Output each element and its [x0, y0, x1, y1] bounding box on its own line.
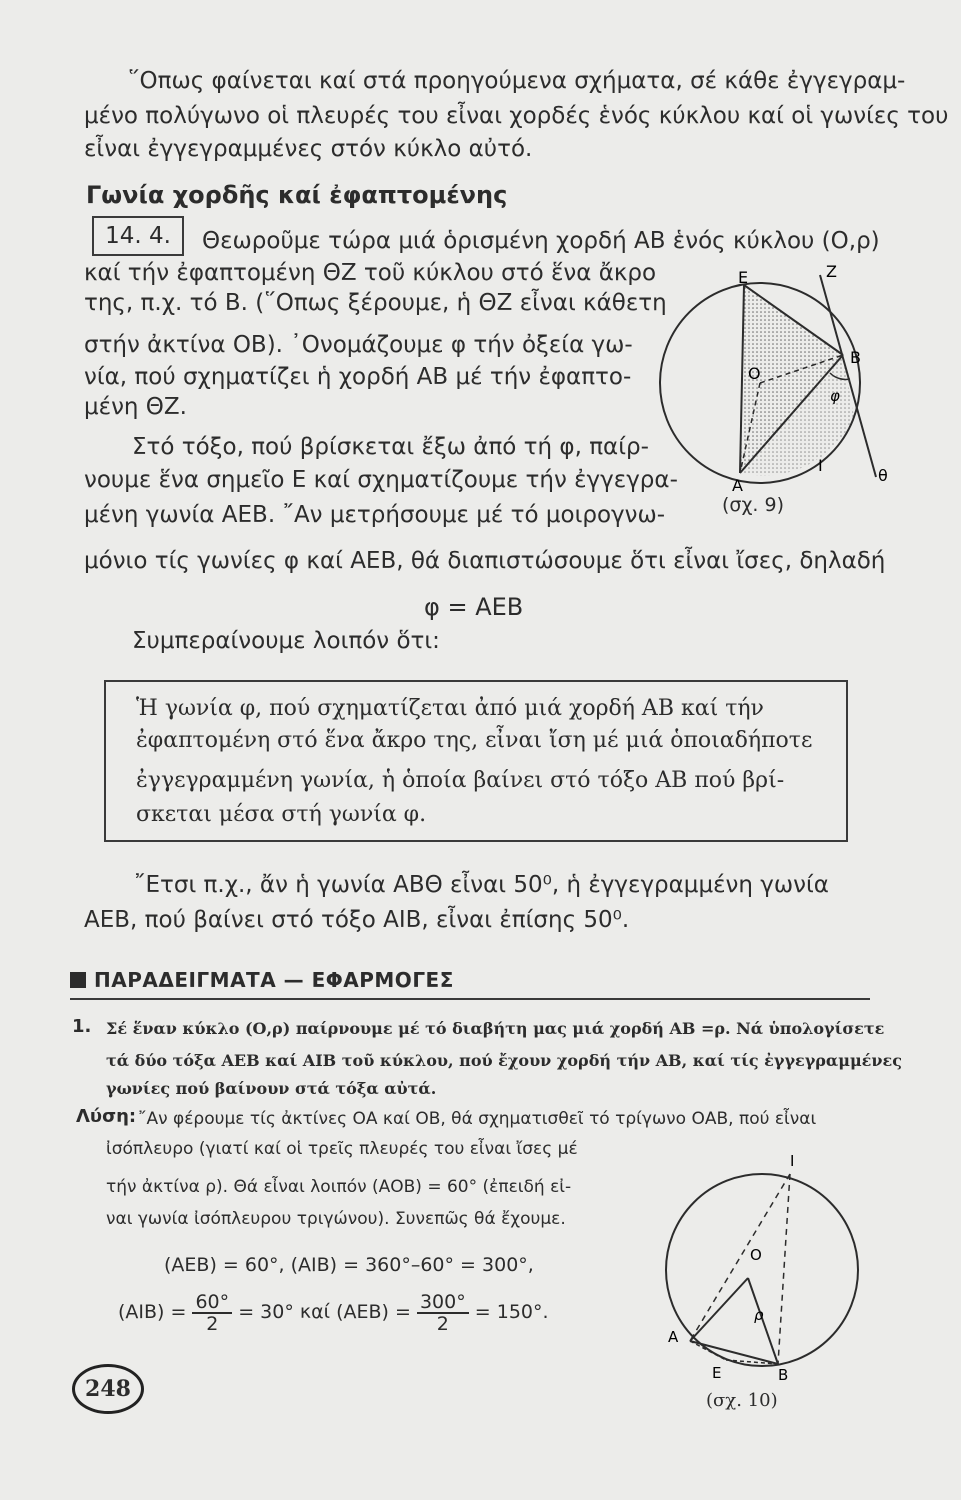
equation-phi-aeb: φ = ΑΕΒ — [424, 593, 524, 621]
figure-10-diagram — [650, 1150, 890, 1390]
solution-line-4: ναι γωνία ἰσόπλευρου τριγώνου). Συνεπῶς θά ἔχουμε. — [106, 1209, 566, 1229]
fig10-label-i: Ι — [790, 1152, 795, 1170]
page-number: 248 — [72, 1364, 144, 1414]
solution-line-3: τήν ἀκτίνα ρ). Θά εἶναι λοιπόν (ΑΟΒ) = 60° (ἐπειδή εἰ- — [106, 1177, 572, 1197]
solution-line-2: ἰσόπλευρο (γιατί καί οἱ τρεῖς πλευρές του εἶναι ἴσες μέ — [106, 1139, 578, 1159]
intro-line-1: ῞Οπως φαίνεται καί στά προηγούμενα σχήματα, σέ κάθε ἐγγεγραμ- — [128, 68, 906, 94]
problem-line-3: γωνίες πού βαίνουν στά τόξα αὐτά. — [106, 1079, 437, 1098]
solution-equation-2: (ΑΙΒ) = $\frac{60^\circ}{2}$ = 30° καί (ΑΕΒ) = $\frac{300^\circ}{2}$ = 150°. — [118, 1290, 549, 1335]
fig10-label-rho: ρ — [754, 1306, 764, 1324]
solution-line-1: ῎Αν φέρουμε τίς ἀκτίνες ΟΑ καί ΟΒ, θά σχηματισθεῖ τό τρίγωνο ΟΑΒ, πού εἶναι — [138, 1109, 817, 1129]
fig9-label-b: Β — [850, 348, 861, 367]
figure-9-diagram — [640, 255, 900, 515]
theorem-line-4: σκεται μέσα στή γωνία φ. — [136, 802, 427, 827]
example-line-2: ΑΕΒ, πού βαίνει στό τόξο ΑΙΒ, εἶναι ἐπίσης 50⁰. — [84, 907, 630, 933]
theorem-line-1: Ἡ γωνία φ, πού σχηματίζεται ἀπό μιά χορδή ΑΒ καί τήν — [136, 696, 764, 721]
solution-equation-1: (ΑΕΒ) = 60°, (ΑΙΒ) = 360°–60° = 300°, — [164, 1254, 534, 1276]
fig9-label-o: Ο — [748, 364, 761, 383]
fig9-label-e: Ε — [738, 268, 749, 287]
p144-line-3: της, π.χ. τό Β. (῞Οπως ξέρουμε, ἡ ΘΖ εἶναι κάθετη — [84, 290, 667, 316]
section-marker-square — [70, 972, 86, 988]
p144-line-6: μένη ΘΖ. — [84, 394, 187, 420]
fig10-label-a: Α — [668, 1328, 679, 1346]
p144-line-8: νουμε ἕνα σημεῖο Ε καί σχηματίζουμε τήν ἐγγεγρα- — [84, 467, 678, 493]
section-heading: Γωνία χορδῆς καί ἐφαπτομένης — [86, 181, 508, 209]
p144-line-1: Θεωροῦμε τώρα μιά ὁρισμένη χορδή ΑΒ ἑνός κύκλου (Ο,ρ) — [202, 228, 880, 254]
figure-9-caption: (σχ. 9) — [722, 494, 785, 516]
solution-label: Λύση: — [76, 1106, 137, 1127]
intro-line-2: μένο πολύγωνο οἱ πλευρές του εἶναι χορδές ἑνός κύκλου καί οἱ γωνίες του — [84, 103, 949, 129]
examples-section-title: ΠΑΡΑΔΕΙΓΜΑΤΑ — ΕΦΑΡΜΟΓΕΣ — [70, 968, 454, 992]
fig10-label-e: Ε — [712, 1364, 722, 1382]
fig9-label-phi: φ — [830, 387, 840, 405]
problem-line-1: Σέ ἕναν κύκλο (Ο,ρ) παίρνουμε μέ τό διαβήτη μας μιά χορδή ΑΒ =ρ. Νά ὑπολογίσετε — [106, 1019, 885, 1038]
fig10-label-b: Β — [778, 1366, 789, 1384]
example-line-1: ῎Ετσι π.χ., ἄν ἡ γωνία ΑΒΘ εἶναι 50⁰, ἡ ἐγγεγραμμένη γωνία — [134, 872, 829, 898]
p144-line-2: καί τήν ἐφαπτομένη ΘΖ τοῦ κύκλου στό ἕνα ἄκρο — [84, 260, 657, 286]
fig9-label-i: Ι — [818, 456, 823, 475]
theorem-line-2: ἐφαπτομένη στό ἕνα ἄκρο της, εἶναι ἴση μέ μιά ὁποιαδήποτε — [136, 728, 813, 753]
p144-line-7: Στό τόξο, πού βρίσκεται ἔξω ἀπό τή φ, παίρ- — [132, 434, 649, 460]
fig10-label-o: Ο — [750, 1246, 762, 1264]
section-rule — [70, 998, 870, 1000]
p144-line-4: στήν ἀκτίνα ΟΒ). ᾽Ονομάζουμε φ τήν ὀξεία γω- — [84, 332, 633, 358]
problem-line-2: τά δύο τόξα ΑΕΒ καί ΑΙΒ τοῦ κύκλου, πού ἔχουν χορδή τήν ΑΒ, καί τίς ἐγγεγραμμένες — [106, 1051, 902, 1070]
p144-line-10: μόνιο τίς γωνίες φ καί ΑΕΒ, θά διαπιστώσουμε ὅτι εἶναι ἴσες, δηλαδή — [84, 548, 886, 574]
p144-line-5: νία, πού σχηματίζει ἡ χορδή ΑΒ μέ τήν ἐφαπτο- — [84, 364, 632, 390]
p144-line-9: μένη γωνία ΑΕΒ. ῎Αν μετρήσουμε μέ τό μοιρογνω- — [84, 502, 666, 528]
theorem-line-3: ἐγγεγραμμένη γωνία, ἡ ὁποία βαίνει στό τόξο ΑΒ πού βρί- — [136, 768, 785, 793]
fig9-label-z: Ζ — [826, 262, 837, 281]
problem-number: 1. — [72, 1016, 92, 1037]
fig9-label-theta: θ — [878, 466, 888, 485]
paragraph-number-box: 14. 4. — [92, 216, 184, 256]
fig9-label-a: Α — [732, 476, 743, 495]
intro-line-3: εἶναι ἐγγεγραμμένες στόν κύκλο αὐτό. — [84, 136, 533, 162]
conclusion-intro: Συμπεραίνουμε λοιπόν ὅτι: — [132, 628, 440, 654]
figure-10-caption: (σχ. 10) — [706, 1390, 778, 1411]
